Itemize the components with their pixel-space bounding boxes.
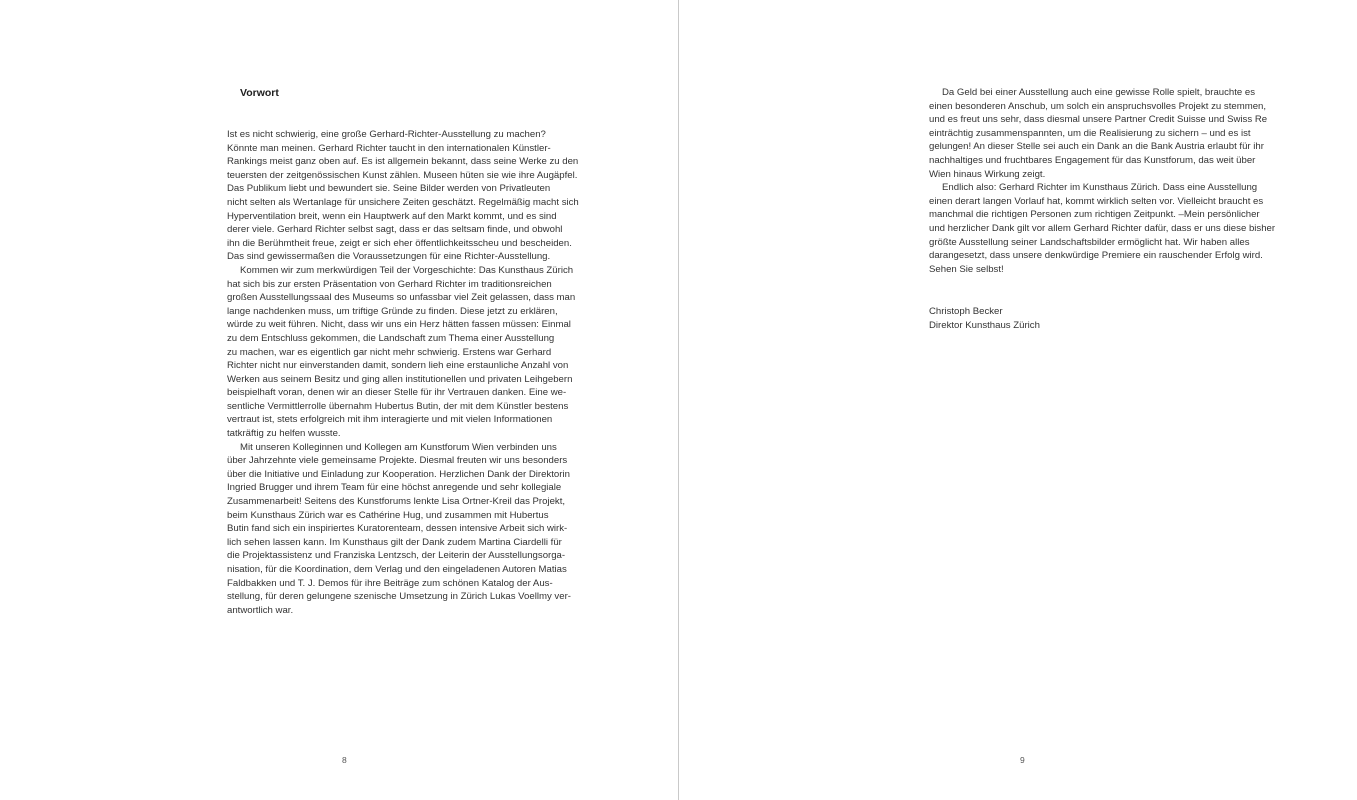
right-page [679,0,1357,800]
text-line: Faldbakken und T. J. Demos für ihre Beiträge zum schönen Katalog der Aus- [227,577,553,589]
text-line: lange nachdenken muss, um triftige Gründe zu finden. Diese jetzt zu erklären, [227,305,558,317]
text-line: gelungen! An dieser Stelle sei auch ein Dank an die Bank Austria erlaubt für ihr [929,141,1264,153]
text-line: einträchtig zusammenspannten, um die Realisierung zu sichern – und es ist [929,127,1251,139]
text-line: Kommen wir zum merkwürdigen Teil der Vorgeschichte: Das Kunsthaus Zürich [240,264,574,276]
page-number-right: 9 [1020,755,1025,765]
page-heading: Vorwort [240,87,279,99]
text-line: Könnte man meinen. Gerhard Richter taucht in den internationalen Künstler- [227,142,551,154]
text-line: beispielhaft voran, denen wir an dieser Stelle für ihr Vertrauen danken. Eine we- [227,387,567,399]
text-line: die Projektassistenz und Franziska Lentzsch, der Leiterin der Ausstellungsorga- [227,550,566,562]
text-line: zu dem Entschluss gekommen, die Landschaft zum Thema einer Ausstellung [227,332,555,344]
signature-block [929,305,1040,333]
text-line: Sehen Sie selbst! [929,263,1004,275]
text-line: Richter nicht nur einverstanden damit, sondern lieh eine erstaunliche Anzahl von [227,360,569,372]
text-line: derer viele. Gerhard Richter selbst sagt, dass er das seltsam finde, und obwohl [227,224,563,236]
text-line: Endlich also: Gerhard Richter im Kunsthaus Zürich. Dass eine Ausstellung [942,182,1258,194]
text-line: einen derart langen Vorlauf hat, kommt wirklich selten vor. Vielleicht braucht es [929,195,1264,207]
text-line: Zusammenarbeit! Seitens des Kunstforums lenkte Lisa Ortner-Kreil das Projekt, [227,496,566,508]
text-line: tatkräftig zu helfen wusste. [227,428,341,440]
text-line: hat sich bis zur ersten Präsentation von Gerhard Richter im traditionsreichen [227,278,552,290]
text-line: Ingried Brugger und ihrem Team für eine höchst anregende und sehr kollegiale [227,482,562,494]
text-line: vertraut ist, stets erfolgreich mit ihm interagierte und mit vielen Informationen [227,414,553,426]
text-line: ihn die Berühmtheit freue, zeigt er sich eher öffentlichkeitsscheu und bescheiden. [227,237,572,249]
text-line: Ist es nicht schwierig, eine große Gerhard-Richter-Ausstellung zu machen? [227,129,546,140]
text-line: über die Initiative und Einladung zur Kooperation. Herzlichen Dank der Direktorin [227,468,570,480]
text-line: Wien hinaus Wirkung zeigt. [929,168,1046,180]
body-text-left [227,128,599,617]
text-line: über Jahrzehnte viele gemeinsame Projekte. Diesmal freuten wir uns besonders [227,455,568,467]
text-line: einen besonderen Anschub, um solch ein anspruchsvolles Projekt zu stemmen, [929,100,1267,112]
text-line: Butin fand sich ein inspiriertes Kuratorenteam, dessen intensive Arbeit sich wirk- [227,523,568,535]
page-number-left: 8 [342,755,347,765]
text-line: zu machen, war es eigentlich gar nicht mehr schwierig. Erstens war Gerhard [227,346,552,358]
left-page [0,0,678,800]
text-line: Werken aus seinem Besitz und ging allen institutionellen und privaten Leihgebern [227,373,573,385]
text-line: großen Ausstellungssaal des Museums so unfassbar viel Zeit gelassen, dass man [227,292,576,304]
body-text-right [929,86,1301,276]
text-line: antwortlich war. [227,604,294,616]
text-line: Hyperventilation breit, wenn ein Hauptwerk auf den Markt kommt, und es sind [227,210,557,222]
text-line: würde zu weit führen. Nicht, dass wir uns ein Herz hätten fassen müssen: Einmal [227,319,571,331]
text-line: größte Ausstellung seiner Landschaftsbilder ermöglicht hat. Wir haben alles [929,236,1250,248]
text-line: darangesetzt, dass unsere denkwürdige Premiere ein rauschender Erfolg wird. [929,250,1263,262]
text-line: lich sehen lassen kann. Im Kunsthaus gilt der Dank zudem Martina Ciardelli für [227,536,562,548]
signature-title: Direktor Kunsthaus Zürich [929,320,1040,331]
text-line: sentliche Vermittlerrolle übernahm Hubertus Butin, der mit dem Künstler bestens [227,400,569,412]
text-line: Rankings meist ganz oben auf. Es ist allgemein bekannt, dass seine Werke zu den [227,156,579,168]
text-line: nachhaltiges und fruchtbares Engagement für das Kunstforum, das weit über [929,154,1256,166]
text-line: teuersten der zeitgenössischen Kunst zählen. Museen hüten sie wie ihre Augäpfel. [227,169,578,181]
text-line: Das Publikum liebt und bewundert sie. Seine Bilder werden von Privatleuten [227,183,551,195]
text-line: und herzlicher Dank gilt vor allem Gerhard Richter dafür, dass er uns diese bisher [929,222,1276,234]
text-line: Das sind gewissermaßen die Voraussetzungen für eine Richter-Ausstellung. [227,251,551,263]
text-line: und es freut uns sehr, dass diesmal unsere Partner Credit Suisse und Swiss Re [929,114,1268,126]
text-line: Mit unseren Kolleginnen und Kollegen am Kunstforum Wien verbinden uns [240,441,557,453]
text-line: beim Kunsthaus Zürich war es Cathérine Hug, und zusammen mit Hubertus [227,509,549,521]
text-line: nisation, für die Koordination, dem Verlag und den eingeladenen Autoren Matias [227,564,567,575]
text-line: Da Geld bei einer Ausstellung auch eine gewisse Rolle spielt, brauchte es [942,87,1256,98]
text-line: stellung, für deren gelungene szenische Umsetzung in Zürich Lukas Voellmy ver- [227,591,571,603]
signature-name: Christoph Becker [929,306,1003,317]
text-line: nicht selten als Wertanlage für unsichere Zeiten geschätzt. Regelmäßig macht sich [227,196,579,208]
text-line: manchmal die richtigen Personen zum richtigen Zeitpunkt. –Mein persönlicher [929,209,1260,221]
